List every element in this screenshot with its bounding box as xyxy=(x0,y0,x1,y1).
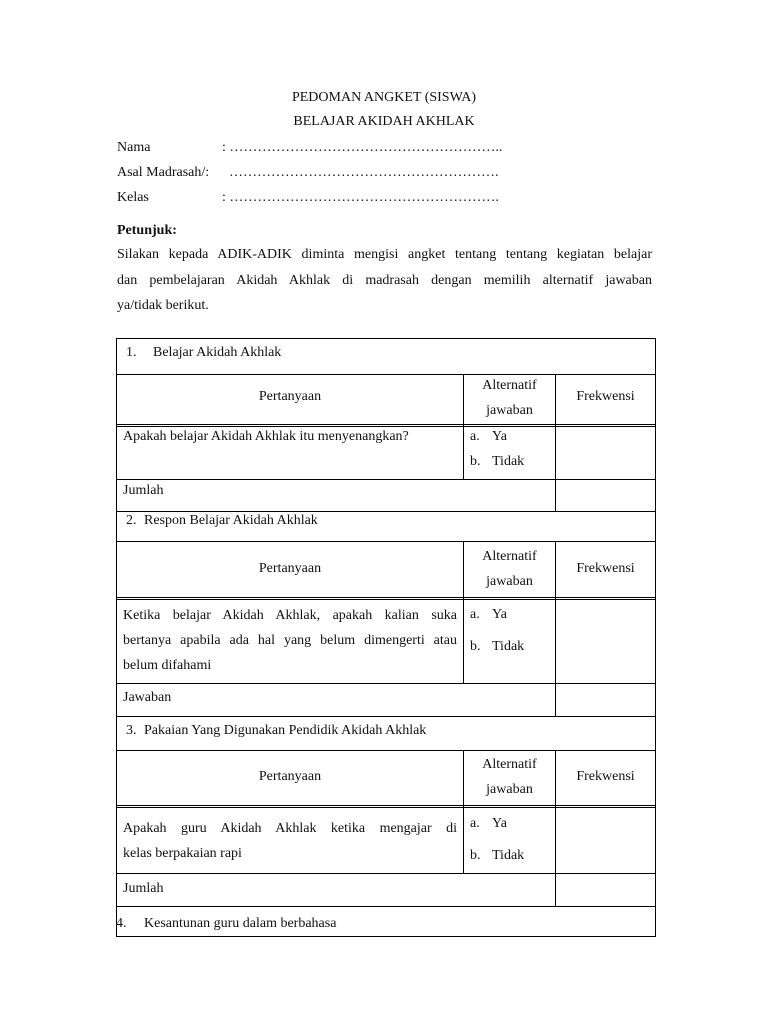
total-label: Jumlah xyxy=(123,881,164,896)
header-alternative: Alternatif jawaban xyxy=(482,549,537,589)
header-question: Pertanyaan xyxy=(258,561,322,576)
instructions-paragraph xyxy=(117,242,652,319)
document-subtitle: BELAJAR AKIDAH AKHLAK xyxy=(293,114,475,129)
question-text: Apakah belajar Akidah Akhlak itu menyenangkan? xyxy=(123,429,409,444)
section-number: 3. xyxy=(126,723,137,738)
section-number: 1. xyxy=(126,345,137,360)
header-question: Pertanyaan xyxy=(258,769,322,784)
total-label: Jawaban xyxy=(123,690,172,705)
instructions-line: Silakan kepada ADIK-ADIK diminta mengisi angket tentang tentang kegiatan belajar xyxy=(117,247,652,262)
option-tidak: b. Tidak xyxy=(470,454,525,469)
field-label-kelas: Kelas xyxy=(117,190,149,205)
section-title: Kesantunan guru dalam berbahasa xyxy=(144,916,337,931)
section-number: 4. xyxy=(116,916,127,931)
option-ya: a. Ya xyxy=(470,429,507,444)
field-value-nama: : ………………………………………………….. xyxy=(222,140,503,155)
header-frequency: Frekwensi xyxy=(576,389,635,404)
document-title: PEDOMAN ANGKET (SISWA) xyxy=(291,90,477,105)
option-tidak: b. Tidak xyxy=(470,639,525,654)
field-value-asal-madrasah: …………………………………………………. xyxy=(229,165,499,180)
option-ya: a. Ya xyxy=(470,607,507,622)
option-tidak: b. Tidak xyxy=(470,848,525,863)
section-title: Belajar Akidah Akhlak xyxy=(153,345,282,360)
header-question: Pertanyaan xyxy=(258,389,322,404)
header-alternative: Alternatif jawaban xyxy=(482,757,537,797)
total-label: Jumlah xyxy=(123,483,164,498)
instructions-heading: Petunjuk: xyxy=(117,223,177,238)
header-frequency: Frekwensi xyxy=(576,769,635,784)
question-text: Ketika belajar Akidah Akhlak, apakah kalian suka bertanya apabila ada hal yang belum dimengerti atau belum difahami xyxy=(123,608,457,673)
questionnaire-table xyxy=(116,338,656,937)
section-number: 2. xyxy=(126,513,137,528)
header-alternative: Alternatif jawaban xyxy=(482,378,537,418)
question-text: Apakah guru Akidah Akhlak ketika mengajar di kelas berpakaian rapi xyxy=(123,821,457,861)
section-title: Respon Belajar Akidah Akhlak xyxy=(144,513,318,528)
field-label-nama: Nama xyxy=(117,140,151,155)
instructions-line: dan pembelajaran Akidah Akhlak di madrasah dengan memilih alternatif jawaban xyxy=(117,272,652,288)
section-title: Pakaian Yang Digunakan Pendidik Akidah Akhlak xyxy=(144,723,427,738)
field-value-kelas: : …………………………………………………. xyxy=(222,190,499,205)
field-label-asal-madrasah: Asal Madrasah/: xyxy=(117,165,210,180)
instructions-line: ya/tidak berikut. xyxy=(117,298,209,313)
header-frequency: Frekwensi xyxy=(576,561,635,576)
option-ya: a. Ya xyxy=(470,816,507,831)
